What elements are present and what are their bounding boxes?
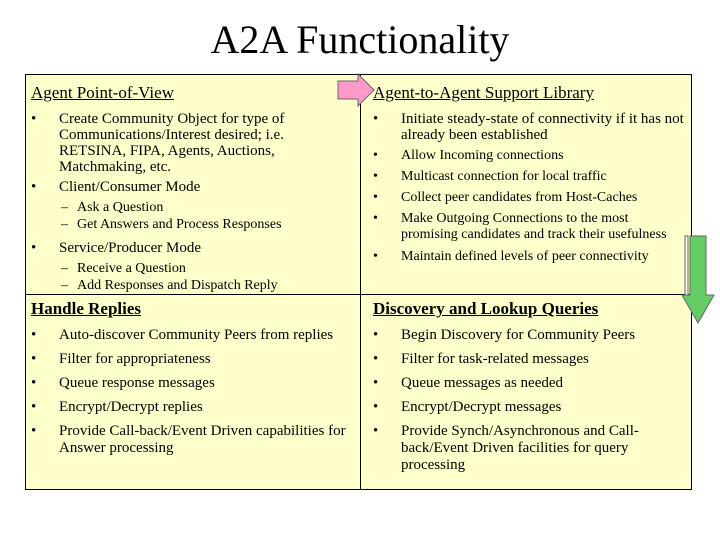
vertical-divider: [360, 75, 361, 489]
list-item: [373, 375, 688, 392]
list-item: [373, 327, 688, 344]
bullet-marker: •: [373, 351, 379, 367]
section-heading: [31, 299, 353, 319]
section-heading: [373, 299, 688, 319]
bullet-marker: •: [373, 423, 379, 439]
list-item-text: Encrypt/Decrypt replies: [59, 399, 203, 415]
list-item: [31, 375, 353, 392]
bullet-list: [373, 327, 688, 474]
bullet-list: [31, 240, 353, 256]
bullet-marker: •: [373, 327, 379, 343]
sub-list-item: [31, 277, 353, 294]
list-item-text: Make Outgoing Connections to the most promising candidates and track their usefulness: [401, 211, 667, 242]
bullet-marker: •: [31, 327, 37, 343]
bullet-marker: •: [31, 423, 37, 439]
section-heading: Agent Point-of-View: [31, 83, 174, 102]
handle-replies-section: [31, 299, 353, 464]
list-item: [373, 399, 688, 416]
list-item: [373, 190, 688, 206]
section-heading-text: Handle Replies: [31, 299, 142, 318]
dash-marker: –: [61, 261, 68, 276]
discovery-queries-section: [373, 299, 688, 481]
list-item-text: Allow Incoming connections: [401, 148, 564, 163]
list-item-text: Service/Producer Mode: [59, 240, 202, 256]
list-item: [373, 423, 688, 474]
list-item-text: Encrypt/Decrypt messages: [401, 399, 562, 415]
sub-item-text: Ask a Question: [77, 200, 164, 215]
bullet-marker: •: [373, 190, 378, 205]
list-item-text: Maintain defined levels of peer connectivity: [401, 249, 649, 264]
bullet-marker: •: [373, 211, 378, 226]
bullet-list: [31, 111, 353, 195]
list-item: [31, 351, 353, 368]
bullet-marker: •: [373, 169, 378, 184]
list-item: [31, 111, 353, 175]
slide-title: A2A Functionality: [210, 17, 510, 62]
bullet-marker: •: [373, 249, 378, 264]
bullet-list: [31, 327, 353, 457]
sub-list-item: [31, 199, 353, 216]
list-item: [31, 399, 353, 416]
sub-list-item: [31, 216, 353, 233]
list-item-text: Client/Consumer Mode: [59, 179, 201, 195]
list-item: [373, 249, 688, 265]
list-item-text: Provide Call-back/Event Driven capabilities for Answer processing: [59, 423, 346, 456]
sub-item-text: Add Responses and Dispatch Reply: [77, 278, 278, 293]
list-item-text: Multicast connection for local traffic: [401, 169, 607, 184]
list-item: [373, 351, 688, 368]
list-item: [31, 327, 353, 344]
bullet-marker: •: [31, 240, 37, 256]
sub-list-item: [31, 260, 353, 277]
bullet-marker: •: [373, 111, 379, 127]
bullet-marker: •: [373, 148, 378, 163]
dash-marker: –: [61, 200, 68, 215]
dash-marker: –: [61, 278, 68, 293]
section-heading-text: Discovery and Lookup Queries: [373, 299, 599, 318]
list-item-text: Filter for appropriateness: [59, 351, 211, 367]
bullet-marker: •: [31, 351, 37, 367]
bullet-list: [373, 111, 688, 265]
agent-point-of-view-section: [31, 83, 353, 294]
down-arrow-icon: [680, 235, 716, 325]
list-item: [31, 240, 353, 256]
list-item-text: Initiate steady-state of connectivity if it has not already been established: [401, 111, 684, 143]
list-item: [373, 111, 688, 143]
bullet-marker: •: [31, 399, 37, 415]
sub-item-text: Get Answers and Process Responses: [77, 217, 282, 232]
bullet-marker: •: [31, 179, 37, 195]
bullet-marker: •: [31, 375, 37, 391]
sub-list: [31, 260, 353, 294]
sub-list: [31, 199, 353, 233]
list-item: [373, 169, 688, 185]
list-item-text: Queue response messages: [59, 375, 215, 391]
list-item: [373, 148, 688, 164]
list-item-text: Collect peer candidates from Host-Caches: [401, 190, 638, 205]
support-library-section: [373, 83, 688, 270]
list-item-text: Provide Synch/Asynchronous and Call-back/Event Driven facilities for query processing: [401, 423, 639, 473]
list-item-text: Filter for task-related messages: [401, 351, 589, 367]
list-item-text: Queue messages as needed: [401, 375, 564, 391]
bullet-marker: •: [31, 111, 37, 127]
list-item-text: Auto-discover Community Peers from replies: [59, 327, 334, 343]
dash-marker: –: [61, 217, 68, 232]
list-item: [373, 211, 688, 243]
list-item: [31, 423, 353, 457]
list-item: [31, 179, 353, 195]
sub-item-text: Receive a Question: [77, 261, 186, 276]
list-item-text: Create Community Object for type of Communications/Interest desired; i.e. RETSINA, FIPA, Agents, Auctions, Matchmaking, etc.: [59, 111, 285, 175]
list-item-text: Begin Discovery for Community Peers: [401, 327, 636, 343]
section-heading: Agent-to-Agent Support Library: [373, 83, 594, 102]
right-arrow-icon: [336, 73, 376, 107]
bullet-marker: •: [373, 375, 379, 391]
horizontal-divider: [26, 294, 692, 295]
bullet-marker: •: [373, 399, 379, 415]
